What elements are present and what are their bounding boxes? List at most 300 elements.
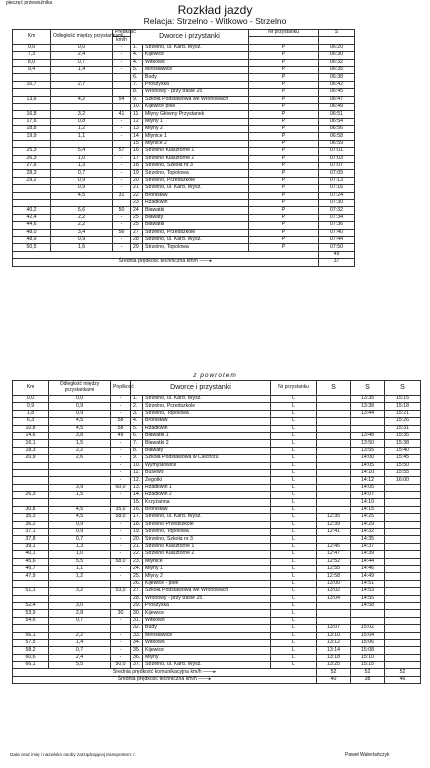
stop-number-cell: 17 bbox=[131, 155, 143, 162]
speed-cell bbox=[111, 602, 131, 609]
table-row bbox=[13, 536, 421, 543]
table-row bbox=[13, 44, 355, 51]
stops-header: Dworce i przystanki bbox=[131, 381, 271, 396]
speed-cell: - bbox=[111, 469, 131, 476]
stop-number-cell: 23. bbox=[131, 558, 143, 565]
stop-name-cell: Bronisław bbox=[143, 418, 271, 425]
km-cell: 0,0 bbox=[13, 44, 51, 51]
stop-name-cell: Szkoła Podstawowa we Wronowach bbox=[143, 96, 249, 103]
stop-number-cell: 10. bbox=[131, 103, 143, 110]
stop-number-cell: 29 bbox=[131, 244, 143, 251]
stop-name-cell: Bławatki 1 bbox=[143, 432, 271, 439]
distance-cell: 1,0 bbox=[51, 155, 113, 162]
speed-cell: - bbox=[111, 462, 131, 469]
stop-code-cell: L bbox=[271, 529, 317, 536]
km-cell: 40,1 bbox=[13, 551, 49, 558]
km-cell: 57,5 bbox=[13, 639, 49, 646]
km-cell bbox=[13, 462, 49, 469]
km-cell: 17,6 bbox=[13, 118, 51, 125]
time-cell: 07:13 bbox=[319, 177, 355, 184]
stop-code-cell: P bbox=[249, 163, 319, 170]
time-cell: 06:45 bbox=[319, 89, 355, 96]
stop-name-cell: Strzelno, Przedszkole bbox=[143, 177, 249, 184]
km-cell: 18,3 bbox=[13, 447, 49, 454]
time-cell-course-3 bbox=[385, 588, 421, 595]
time-cell-course-3 bbox=[385, 558, 421, 565]
km-cell: 56,1 bbox=[13, 632, 49, 639]
km-cell: 26,3 bbox=[13, 155, 51, 162]
time-cell: 06:59 bbox=[319, 140, 355, 147]
stop-code-cell: L bbox=[271, 492, 317, 499]
distance-header: Odległość między przystankami bbox=[49, 381, 111, 396]
table-row bbox=[13, 492, 421, 499]
stop-number-cell: 28 bbox=[131, 236, 143, 243]
time-cell-course-2: 14:00 bbox=[351, 455, 385, 462]
stop-name-cell: Strzelno, Przedszkole bbox=[143, 403, 271, 410]
time-cell-course-3 bbox=[385, 492, 421, 499]
stop-number-cell: 24 bbox=[131, 207, 143, 214]
km-cell: 50,5 bbox=[13, 244, 51, 251]
speed-cell bbox=[113, 199, 131, 206]
stop-code-cell: P bbox=[249, 118, 319, 125]
time-cell-course-3 bbox=[385, 565, 421, 572]
stop-code-cell: L bbox=[271, 477, 317, 484]
time-cell: 07:07 bbox=[319, 163, 355, 170]
speed-cell: - bbox=[113, 177, 131, 184]
time-cell: 06:30 bbox=[319, 52, 355, 59]
table-row bbox=[13, 565, 421, 572]
distance-cell: 3,2 bbox=[49, 588, 111, 595]
km-cell: 46,7 bbox=[13, 565, 49, 572]
stop-code-cell: L bbox=[271, 610, 317, 617]
stop-code-cell: L bbox=[271, 418, 317, 425]
time-cell-course-3: 15:45 bbox=[385, 455, 421, 462]
km-header: Km bbox=[13, 381, 49, 396]
km-cell: 39,1 bbox=[13, 543, 49, 550]
table-row bbox=[13, 403, 421, 410]
table-row bbox=[13, 111, 355, 118]
time-cell-course-2: 14:10 bbox=[351, 469, 385, 476]
table-row bbox=[13, 558, 421, 565]
distance-cell bbox=[51, 89, 113, 96]
km-cell: 7,3 bbox=[13, 52, 51, 59]
speed-cell: 50,0 bbox=[111, 662, 131, 669]
km-cell: 27,6 bbox=[13, 163, 51, 170]
stop-code-cell: L bbox=[271, 617, 317, 624]
distance-cell: 3,8 bbox=[49, 432, 111, 439]
speed-cell: 58 bbox=[111, 418, 131, 425]
stop-name-cell: Bławaty bbox=[143, 447, 271, 454]
table-row bbox=[13, 484, 421, 491]
stop-code-cell: P bbox=[249, 66, 319, 73]
stop-name-cell: Bronisław bbox=[143, 506, 271, 513]
stop-name-cell: Strzelno, Szkoła nr 3 bbox=[143, 536, 271, 543]
speed-cell: - bbox=[111, 521, 131, 528]
time-cell-course-1 bbox=[317, 499, 351, 506]
distance-cell: 1,3 bbox=[49, 543, 111, 550]
speed-cell bbox=[113, 89, 131, 96]
time-cell-course-2: 15:02 bbox=[351, 625, 385, 632]
time-cell-course-1 bbox=[317, 477, 351, 484]
table-row bbox=[13, 199, 355, 206]
time-cell-course-3 bbox=[385, 521, 421, 528]
distance-cell: 1,4 bbox=[51, 66, 113, 73]
distance-cell: 4,2 bbox=[51, 96, 113, 103]
stop-number-cell: 28. bbox=[131, 595, 143, 602]
table-row bbox=[13, 514, 421, 521]
time-cell: 07:44 bbox=[319, 236, 355, 243]
km-header: Km bbox=[13, 30, 51, 45]
stop-name-cell: Strzelno Klasztorne 1 bbox=[143, 543, 271, 550]
stop-name-cell: Młynice 1 bbox=[143, 133, 249, 140]
time-cell-course-1: 12:47 bbox=[317, 551, 351, 558]
course-s2-header: S bbox=[351, 381, 385, 396]
table-row bbox=[13, 602, 421, 609]
time-cell-course-1 bbox=[317, 418, 351, 425]
return-timetable bbox=[12, 380, 421, 684]
km-cell: 36,2 bbox=[13, 521, 49, 528]
km-cell: 47,9 bbox=[13, 573, 49, 580]
stop-number-cell: 14. bbox=[131, 492, 143, 499]
time-cell-course-1: 13:25 bbox=[317, 662, 351, 669]
time-cell-course-1: 13:04 bbox=[317, 595, 351, 602]
speed-cell: 50 bbox=[113, 207, 131, 214]
stop-number-cell: 11 bbox=[131, 111, 143, 118]
stop-code-cell: L bbox=[271, 455, 317, 462]
stop-name-cell: Rzadkwin 1 bbox=[143, 484, 271, 491]
stop-code-cell: L bbox=[271, 647, 317, 654]
distance-cell: 0,9 bbox=[49, 403, 111, 410]
km-cell bbox=[13, 199, 51, 206]
speed-cell: 58 bbox=[111, 425, 131, 432]
speed-cell: - bbox=[111, 529, 131, 536]
distance-cell: 0,9 bbox=[49, 529, 111, 536]
stop-code-cell: P bbox=[249, 74, 319, 81]
stop-number-cell: 30. bbox=[131, 610, 143, 617]
table-row bbox=[13, 662, 421, 669]
avg-commercial-speed-3: 52 bbox=[385, 669, 421, 676]
time-cell-course-2: 14:35 bbox=[351, 536, 385, 543]
stop-number-cell: 21. bbox=[131, 543, 143, 550]
table-row bbox=[13, 455, 421, 462]
km-cell: 18,8 bbox=[13, 126, 51, 133]
carrier-stamp-label: pieczęć przewoźnika bbox=[6, 0, 53, 6]
time-cell-course-1: 12:41 bbox=[317, 529, 351, 536]
distance-cell bbox=[49, 462, 111, 469]
stop-name-cell: Witkowo bbox=[143, 617, 271, 624]
stop-name-cell: Strzelno, ul. Kard. Wysz. bbox=[143, 396, 271, 403]
km-cell: 44,6 bbox=[13, 222, 51, 229]
stop-code-cell: L bbox=[271, 558, 317, 565]
km-cell: 0,0 bbox=[13, 396, 49, 403]
stop-name-cell: Proszyska bbox=[143, 81, 249, 88]
stop-code-cell: P bbox=[249, 140, 319, 147]
km-cell: 30,8 bbox=[13, 506, 49, 513]
km-cell: 29,2 bbox=[13, 177, 51, 184]
time-cell-course-3 bbox=[385, 543, 421, 550]
stop-name-cell: Strzelno, Topolowa bbox=[143, 244, 249, 251]
time-cell-course-2: 14:05 bbox=[351, 462, 385, 469]
table-row bbox=[13, 192, 355, 199]
stop-code-cell: L bbox=[271, 632, 317, 639]
table-row bbox=[13, 163, 355, 170]
stop-number-cell: 24. bbox=[131, 565, 143, 572]
km-cell: 48,0 bbox=[13, 229, 51, 236]
stop-code-header: Nr przystanku bbox=[271, 381, 317, 396]
distance-cell: 2,8 bbox=[49, 610, 111, 617]
stop-number-cell: 9. bbox=[131, 455, 143, 462]
time-cell-course-3 bbox=[385, 617, 421, 624]
stop-name-cell: Mirosławice bbox=[143, 66, 249, 73]
time-cell-course-1: 12:52 bbox=[317, 558, 351, 565]
time-cell-course-2: 14:25 bbox=[351, 514, 385, 521]
km-cell: 54,6 bbox=[13, 617, 49, 624]
avg-technical-speed-label: Średnia prędkość techniczna km/h ——▸ bbox=[13, 259, 319, 266]
time-cell: 06:56 bbox=[319, 126, 355, 133]
avg-technical-speed-label: Średnia prędkość techniczna km/h ——▸ bbox=[13, 676, 317, 683]
time-cell-course-2: 13:50 bbox=[351, 440, 385, 447]
table-row bbox=[13, 214, 355, 221]
distance-cell: 2,2 bbox=[51, 214, 113, 221]
stop-code-cell: L bbox=[271, 595, 317, 602]
stop-name-cell: Krzyżanna bbox=[143, 499, 271, 506]
stop-code-cell: P bbox=[249, 222, 319, 229]
time-cell-course-1: 12:58 bbox=[317, 573, 351, 580]
stop-code-cell: L bbox=[271, 565, 317, 572]
time-cell-course-1: 13:02 bbox=[317, 588, 351, 595]
time-cell-course-1 bbox=[317, 432, 351, 439]
distance-cell: 1,1 bbox=[49, 565, 111, 572]
stop-code-cell: P bbox=[249, 126, 319, 133]
stop-number-cell: 13. bbox=[131, 484, 143, 491]
distance-cell: 1,5 bbox=[49, 492, 111, 499]
time-cell: 07:50 bbox=[319, 244, 355, 251]
stop-name-cell: Strzelno Przedszkole bbox=[143, 521, 271, 528]
speed-cell: - bbox=[111, 551, 131, 558]
time-cell-course-1 bbox=[317, 462, 351, 469]
stop-number-cell: 27 bbox=[131, 229, 143, 236]
stop-code-cell: L bbox=[271, 425, 317, 432]
km-cell: 66,1 bbox=[13, 662, 49, 669]
stop-number-cell: 11. bbox=[131, 469, 143, 476]
stop-number-cell: 16. bbox=[131, 506, 143, 513]
time-cell-course-1 bbox=[317, 403, 351, 410]
distance-cell: 0,9 bbox=[51, 185, 113, 192]
distance-cell: 2,7 bbox=[51, 81, 113, 88]
km-cell bbox=[13, 469, 49, 476]
km-cell: 10,7 bbox=[13, 81, 51, 88]
speed-cell: 60,0 bbox=[111, 484, 131, 491]
time-cell-course-3: 15:31 bbox=[385, 425, 421, 432]
time-cell-course-3 bbox=[385, 573, 421, 580]
stop-code-cell: L bbox=[271, 403, 317, 410]
km-cell: 9,4 bbox=[13, 66, 51, 73]
time-cell-course-3: 15:15 bbox=[385, 396, 421, 403]
stop-name-cell: Kijewice bbox=[143, 610, 271, 617]
stop-code-cell: P bbox=[249, 81, 319, 88]
distance-cell: 5,6 bbox=[51, 207, 113, 214]
distance-cell bbox=[49, 469, 111, 476]
distance-cell: 0,9 bbox=[51, 177, 113, 184]
table-row bbox=[13, 133, 355, 140]
distance-cell: 1,2 bbox=[49, 573, 111, 580]
speed-cell: 41 bbox=[113, 111, 131, 118]
speed-cell: - bbox=[113, 155, 131, 162]
signature-name: Paweł Walerlańczyk bbox=[345, 752, 390, 758]
stop-name-cell: Strzelno, Topolowa bbox=[143, 410, 271, 417]
time-cell: 06:58 bbox=[319, 133, 355, 140]
distance-cell: 1,4 bbox=[49, 639, 111, 646]
speed-cell: - bbox=[111, 536, 131, 543]
time-cell-course-1: 13:00 bbox=[317, 580, 351, 587]
stop-number-cell: 33. bbox=[131, 632, 143, 639]
speed-cell: 56 bbox=[113, 229, 131, 236]
time-cell-course-2: 14:07 bbox=[351, 492, 385, 499]
stop-name-cell: Witkowo bbox=[143, 59, 249, 66]
stop-code-cell: P bbox=[249, 185, 319, 192]
stop-name-cell: Rzadkwin bbox=[143, 199, 249, 206]
stop-code-cell: L bbox=[271, 551, 317, 558]
speed-cell: - bbox=[113, 236, 131, 243]
stop-number-cell: 4. bbox=[131, 52, 143, 59]
speed-cell: - bbox=[111, 455, 131, 462]
stop-number-cell: 20. bbox=[131, 536, 143, 543]
distance-cell: 2,2 bbox=[49, 632, 111, 639]
speed-cell: - bbox=[111, 647, 131, 654]
time-cell-course-2: 14:29 bbox=[351, 521, 385, 528]
distance-cell: 0,9 bbox=[49, 521, 111, 528]
time-cell-course-2: 15:06 bbox=[351, 639, 385, 646]
distance-cell: 5,5 bbox=[49, 662, 111, 669]
time-cell-course-1: 12:45 bbox=[317, 543, 351, 550]
stop-code-cell: P bbox=[249, 89, 319, 96]
time-cell-course-1 bbox=[317, 447, 351, 454]
stop-name-cell: Wronowy - przy trasie 25 bbox=[143, 595, 271, 602]
stop-code-cell: L bbox=[271, 469, 317, 476]
time-cell-course-3 bbox=[385, 551, 421, 558]
speed-cell: - bbox=[113, 222, 131, 229]
transport-manager-note: Data oraz imię i nazwisko osoby zarządzającej transportem: r. bbox=[10, 752, 136, 757]
stop-number-cell: 35. bbox=[131, 647, 143, 654]
time-cell: 06:35 bbox=[319, 66, 355, 73]
stop-name-cell: Strzelno Klasztorne 2 bbox=[143, 155, 249, 162]
km-cell: 53,9 bbox=[13, 610, 49, 617]
stop-code-cell: P bbox=[249, 192, 319, 199]
stop-code-cell: L bbox=[271, 602, 317, 609]
speed-cell: - bbox=[113, 163, 131, 170]
km-cell bbox=[13, 625, 49, 632]
table-row bbox=[13, 222, 355, 229]
km-cell: 48,9 bbox=[13, 236, 51, 243]
speed-cell bbox=[111, 625, 131, 632]
time-cell-course-2: 13:55 bbox=[351, 447, 385, 454]
table-row bbox=[13, 499, 421, 506]
stop-number-cell: 5. bbox=[131, 425, 143, 432]
stop-name-cell: Budy bbox=[143, 74, 249, 81]
stop-number-cell: 31. bbox=[131, 617, 143, 624]
avg-commercial-speed-label: Średnia prędkość komunikacyjna km/h ——▸ bbox=[13, 669, 317, 676]
speed-cell: - bbox=[113, 244, 131, 251]
distance-header: Odległość między przystankami bbox=[51, 30, 113, 45]
distance-cell: 4,5 bbox=[49, 514, 111, 521]
table-row bbox=[13, 410, 421, 417]
time-cell: 07:32 bbox=[319, 207, 355, 214]
stop-number-cell: 25 bbox=[131, 214, 143, 221]
stop-code-cell: P bbox=[249, 44, 319, 51]
time-cell-course-2: 13:35 bbox=[351, 396, 385, 403]
km-cell: 40,2 bbox=[13, 207, 51, 214]
stop-code-cell: L bbox=[271, 662, 317, 669]
speed-cell: - bbox=[111, 573, 131, 580]
stop-code-cell: L bbox=[271, 514, 317, 521]
stop-number-cell: 7. bbox=[131, 81, 143, 88]
time-cell: 06:54 bbox=[319, 118, 355, 125]
time-cell-course-3 bbox=[385, 499, 421, 506]
stop-name-cell: Młyny 1 bbox=[143, 565, 271, 572]
stop-code-cell: L bbox=[271, 499, 317, 506]
stop-name-cell: Bławaty bbox=[143, 214, 249, 221]
speed-cell: 49 bbox=[111, 432, 131, 439]
stop-code-cell: P bbox=[249, 170, 319, 177]
time-cell: 06:49 bbox=[319, 103, 355, 110]
time-cell-course-3 bbox=[385, 610, 421, 617]
stop-code-cell: P bbox=[249, 52, 319, 59]
stop-number-cell: 32. bbox=[131, 625, 143, 632]
table-row bbox=[13, 654, 421, 661]
stop-code-cell: P bbox=[249, 155, 319, 162]
stop-number-cell: 12. bbox=[131, 477, 143, 484]
stop-code-cell: L bbox=[271, 580, 317, 587]
distance-cell: 0,7 bbox=[49, 536, 111, 543]
speed-unit-header: km/h bbox=[113, 37, 131, 44]
distance-cell: 0,9 bbox=[51, 236, 113, 243]
stop-number-cell: 10. bbox=[131, 462, 143, 469]
stop-code-cell: L bbox=[271, 484, 317, 491]
time-cell-course-2: 14:05 bbox=[351, 484, 385, 491]
stop-number-cell: 19. bbox=[131, 529, 143, 536]
time-cell-course-3: 15:38 bbox=[385, 440, 421, 447]
km-cell: 16,1 bbox=[13, 440, 49, 447]
time-cell-course-2: 15:08 bbox=[351, 647, 385, 654]
time-cell-course-2: 14:39 bbox=[351, 551, 385, 558]
distance-cell: 0,7 bbox=[51, 59, 113, 66]
time-cell: 06:38 bbox=[319, 74, 355, 81]
table-row bbox=[13, 506, 421, 513]
avg-technical-speed-2: 38 bbox=[351, 676, 385, 683]
speed-cell: - bbox=[113, 52, 131, 59]
time-cell-course-3 bbox=[385, 529, 421, 536]
stop-code-cell: L bbox=[271, 543, 317, 550]
stop-code-cell: P bbox=[249, 214, 319, 221]
km-cell: 20,9 bbox=[13, 455, 49, 462]
time-cell-course-1 bbox=[317, 440, 351, 447]
time-cell-course-2: 14:37 bbox=[351, 543, 385, 550]
outbound-timetable bbox=[12, 29, 355, 267]
stop-code-cell: L bbox=[271, 588, 317, 595]
speed-cell bbox=[113, 74, 131, 81]
stop-name-cell: Strzelno, Szkoła nr 3 bbox=[143, 163, 249, 170]
stop-number-cell: 25 bbox=[131, 222, 143, 229]
stop-number-cell: 3. bbox=[131, 410, 143, 417]
time-cell-course-3 bbox=[385, 506, 421, 513]
table-row bbox=[13, 440, 421, 447]
distance-cell: 1,6 bbox=[51, 244, 113, 251]
time-cell-course-3: 15:35 bbox=[385, 432, 421, 439]
stop-number-cell: 25. bbox=[131, 573, 143, 580]
distance-cell: 2,2 bbox=[49, 447, 111, 454]
stop-name-cell: Strzelno, Przedszkole bbox=[143, 229, 249, 236]
km-cell: 45,6 bbox=[13, 558, 49, 565]
